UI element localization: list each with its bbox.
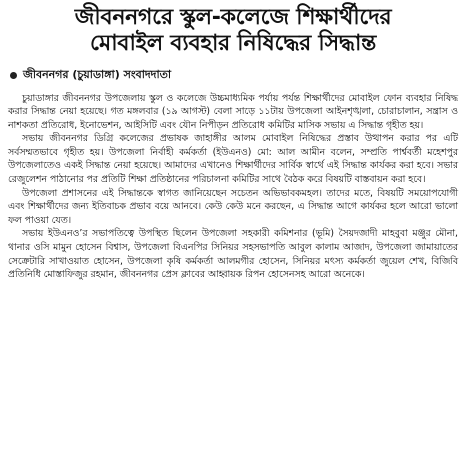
headline-line-1: জীবননগরে স্কুল-কলেজে শিক্ষার্থীদের [74,5,392,30]
dateline-text: জীবননগর (চুয়াডাঙ্গা) সংবাদদাতা [23,67,172,81]
headline [8,6,458,56]
paragraph-2: সভায় জীবননগর ডিগ্রি কলেজের প্রভাষক জাহাঙ্গীর আলম মোবাইল নিষিদ্ধের প্রস্তাব উত্থাপন করার পর এটি সর্বসম্মতভাবে গৃহীত হয়। উপজেলা নির্বাহী কর্মকর্তা (ইউএনও) মো: আল আমীন বলেন, সম্প্রতি পার্শ্ববর্তী মহেশপুর উপজেলাতেও একই সিদ্ধান্ত নেয়া হয়েছে। আমাদের এখানেও শিক্ষার্থীদের সার্বিক স্বার্থে এই সিদ্ধান্ত কার্যকর করা হবে। সভার রেজুলেশন পাঠানোর পর প্রতিটি শিক্ষা প্রতিষ্ঠানের পরিচালনা কমিটির সাথে বৈঠক করে বিষয়টি বাস্তবায়ন করা হবে। [8,133,458,186]
dateline [10,66,458,85]
paragraph-3: উপজেলা প্রশাসনের এই সিদ্ধান্তকে স্বাগত জানিয়েছেন সচেতন অভিভাবকমহল। তাদের মতে, বিষয়টি সময়োপযোগী এবং শিক্ষার্থীদের জন্য ইতিবাচক প্রভাব বয়ে আনবে। কেউ কেউ মনে করছেন, এ সিদ্ধান্ত আগে কার্যকর হলে আরো ভালো ফল পাওয়া যেত। [8,187,458,226]
bullet-icon [10,72,17,79]
article-body [8,92,458,282]
paragraph-4: সভায় ইউএনও’র সভাপতিত্বে উপস্থিত ছিলেন উপজেলা সহকারী কমিশনার (ভূমি) সৈয়দজাদী মাহবুবা মঞ্জুর মৌনা, থানার ওসি মামুন হোসেন বিশ্বাস, উপজেলা বিএনপির সিনিয়র সহসভাপতি আবুল কালাম আজাদ, উপজেলা জামায়াতের সেক্রেটারি সাখাওয়াত হোসেন, উপজেলা কৃষি কর্মকর্তা আলমগীর হোসেন, সিনিয়র মৎস্য কর্মকর্তা জুয়েল শেখ, বিজিবি প্রতিনিধি মোস্তাফিজুর রহমান, জীবননগর প্রেস ক্লাবের আহ্বায়ক রিপন হোসেনসহ আরো অনেকে। [8,228,458,281]
paragraph-1: চুয়াডাঙ্গার জীবননগর উপজেলায় স্কুল ও কলেজে উচ্চমাধ্যমিক পর্যায় পর্যন্ত শিক্ষার্থীদের মোবাইল ফোন ব্যবহার নিষিদ্ধ করার সিদ্ধান্ত নেয়া হয়েছে। গত মঙ্গলবার (১৯ আগস্ট) বেলা সাড়ে ১১টায় উপজেলা আইনশৃঙ্খলা, চোরাচালান, সন্ত্রাস ও নাশকতা প্রতিরোধ, ইনোভেশন, আইসিটি এবং যৌন নিপীড়ন প্রতিরোধ কমিটির মাসিক সভায় এ সিদ্ধান্ত গৃহীত হয়। [8,92,458,131]
headline-line-2: মোবাইল ব্যবহার নিষিদ্ধের সিদ্ধান্ত [90,30,376,56]
